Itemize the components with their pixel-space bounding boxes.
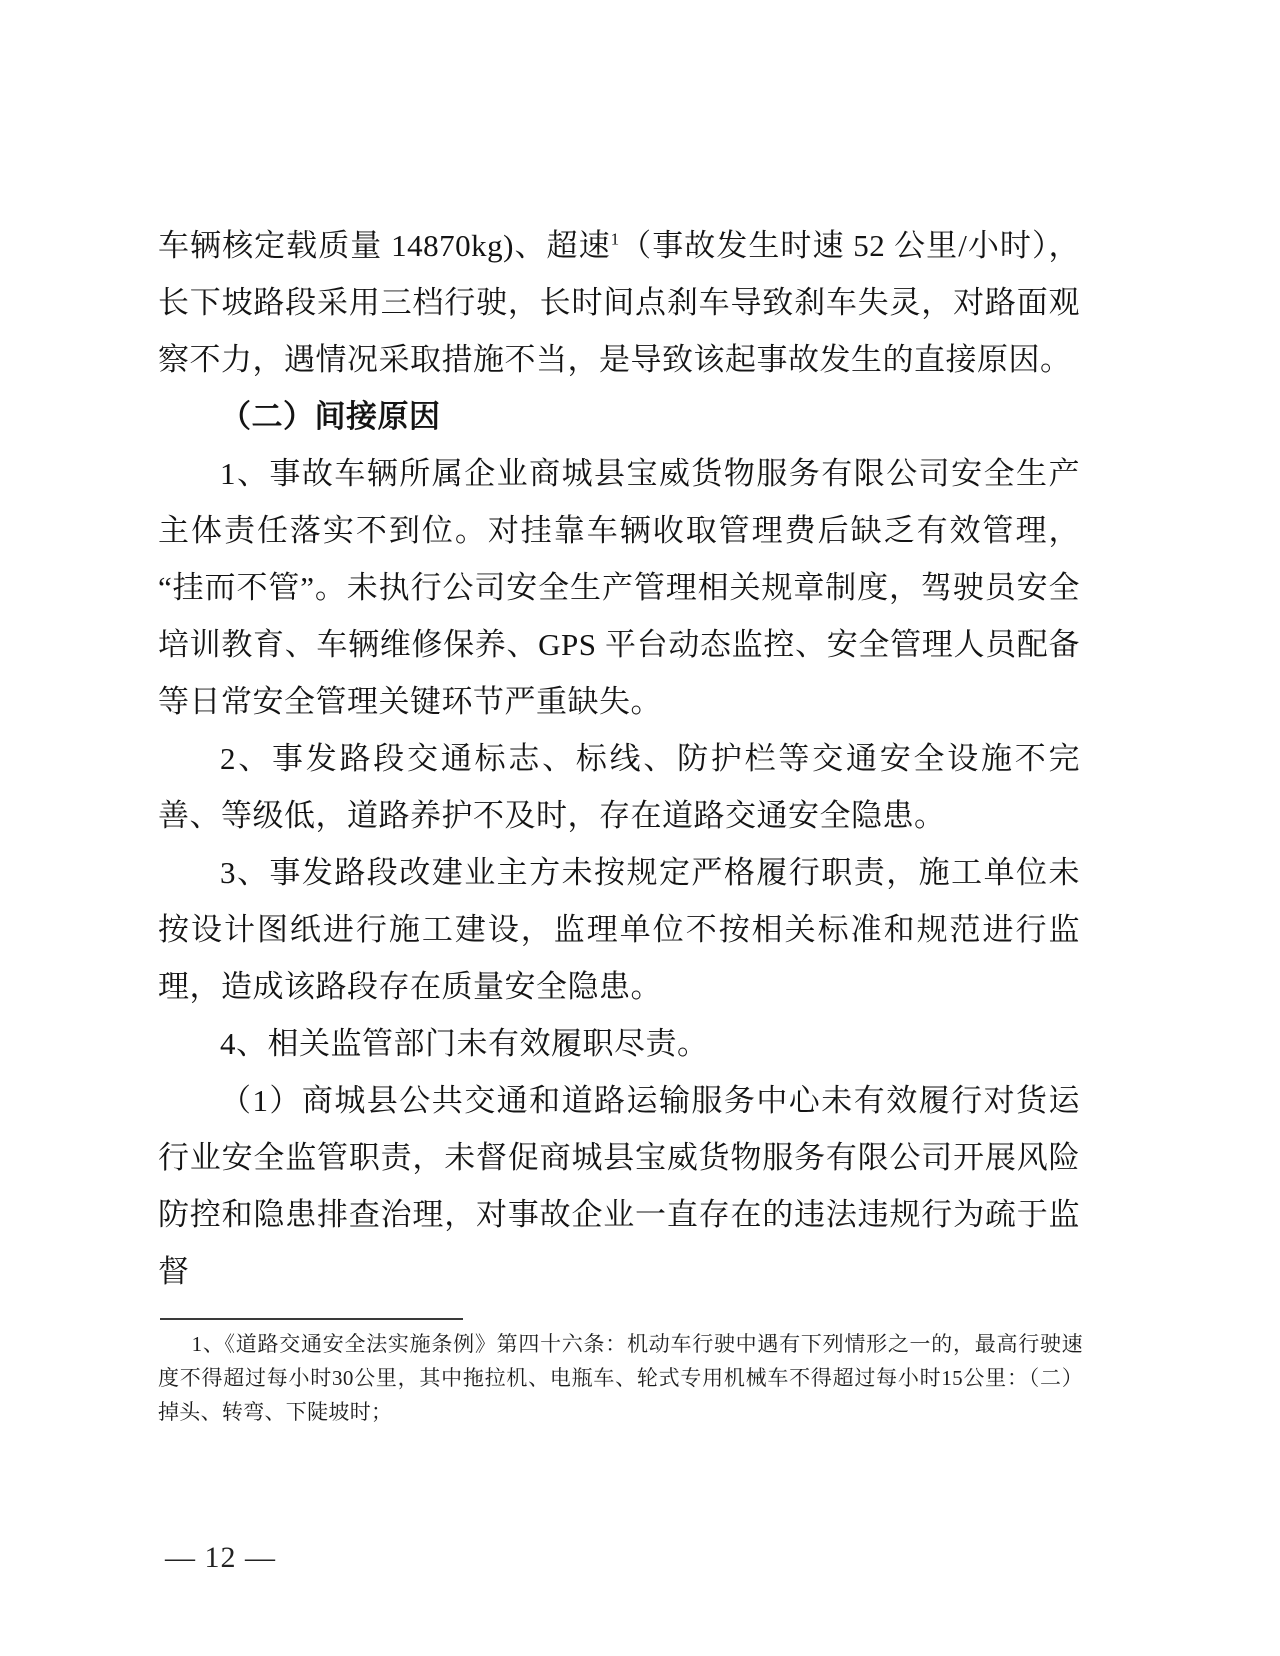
document-body — [158, 217, 1080, 1300]
page-number: — 12 — — [165, 1541, 276, 1574]
paragraph-text-after-ref: （事故发生时速 52 公里/小时），长下坡路段采用三档行驶，长时间点刹车导致刹车失灵，对路面观察不力，遇情况采取措施不当，是导致该起事故发生的直接原因。 — [158, 228, 1080, 377]
paragraph-item-3-construction-supervision: 3、事发路段改建业主方未按规定严格履行职责，施工单位未按设计图纸进行施工建设，监理单位不按相关标准和规范进行监理，造成该路段存在质量安全隐患。 — [158, 855, 1080, 1004]
paragraph-item-1-company-responsibility: 1、事故车辆所属企业商城县宝威货物服务有限公司安全生产主体责任落实不到位。对挂靠车辆收取管理费后缺乏有效管理，“挂而不管”。未执行公司安全生产管理相关规章制度，驾驶员安全培训教育、车辆维修保养、GPS 平台动态监控、安全管理人员配备等日常安全管理关键环节严重缺失。 — [158, 456, 1080, 719]
footnote-separator-rule — [160, 1318, 463, 1320]
paragraph-text-before-ref: 车辆核定载质量 14870kg)、超速 — [158, 228, 611, 263]
footnote-reference-mark: 1 — [610, 229, 620, 249]
paragraph-item-2-road-facilities: 2、事发路段交通标志、标线、防护栏等交通安全设施不完善、等级低，道路养护不及时，存在道路交通安全隐患。 — [158, 741, 1080, 833]
paragraph-direct-cause — [158, 217, 1080, 388]
paragraph-item-4-1-transport-center: （1）商城县公共交通和道路运输服务中心未有效履行对货运行业安全监管职责，未督促商城县宝威货物服务有限公司开展风险防控和隐患排查治理，对事故企业一直存在的违法违规行为疏于监督 — [158, 1083, 1080, 1289]
section-heading-indirect-causes: （二）间接原因 — [220, 399, 441, 434]
footnote-text: 1、《道路交通安全法实施条例》第四十六条：机动车行驶中遇有下列情形之一的，最高行驶速度不得超过每小时30公里，其中拖拉机、电瓶车、轮式专用机械车不得超过每小时15公里：（二）掉头、转弯、下陡坡时； — [158, 1332, 1083, 1424]
paragraph-item-4-regulatory-duties: 4、相关监管部门未有效履职尽责。 — [220, 1026, 709, 1061]
